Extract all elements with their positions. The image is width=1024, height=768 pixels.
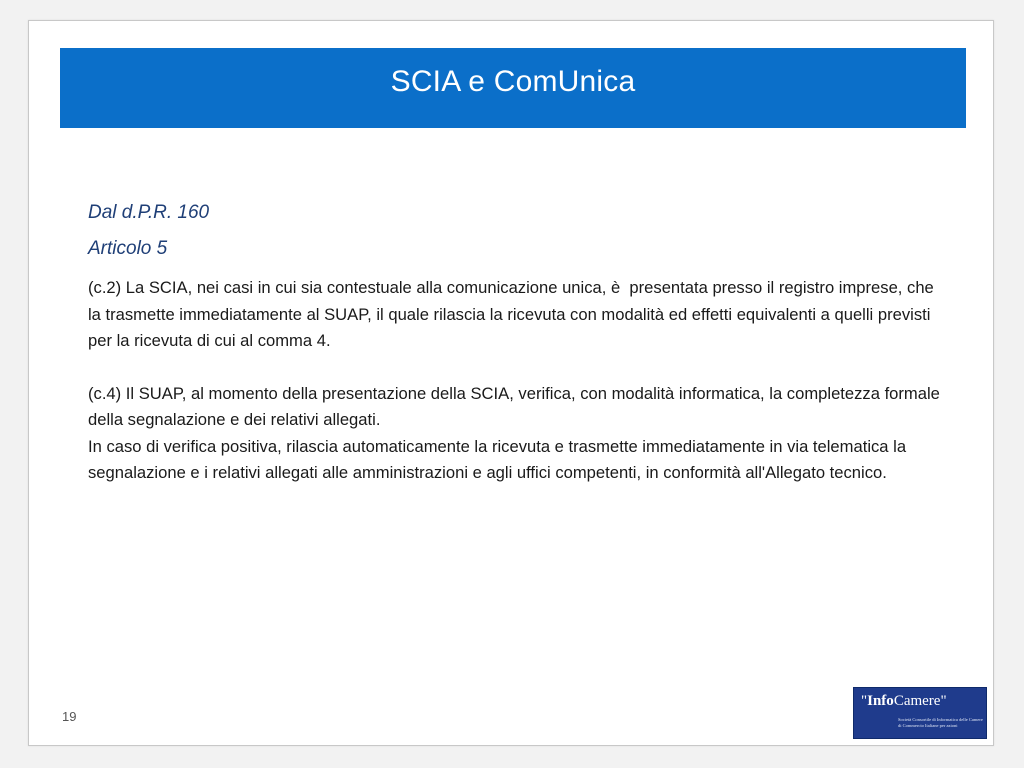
slide: [28, 20, 994, 746]
reference-article: Articolo 5: [88, 238, 168, 259]
logo-brand-bold: Info: [867, 693, 894, 709]
logo-wordmark: "InfoCamere": [861, 693, 947, 709]
paragraph-c4-continued: In caso di verifica positiva, rilascia automaticamente la ricevuta e trasmette immediatamente in via telematica la segnalazione e i relativi allegati alle amministrazioni e agli uffici competenti, in conformità all'Allegato tecnico.: [88, 436, 911, 482]
logo-tagline: Società Consortile di Informatica delle Camere di Commercio Italiane per azioni: [898, 717, 983, 728]
infocamere-logo: [853, 687, 987, 739]
slide-title: SCIA e ComUnica: [390, 65, 636, 98]
paragraph-c2: (c.2) La SCIA, nei casi in cui sia contestuale alla comunicazione unica, è presentata presso il registro imprese, che la trasmette immediatamente al SUAP, il quale rilascia la ricevuta con modalità ed effetti equivalenti a quelli previsti per la ricevuta di cui al comma 4.: [88, 278, 939, 350]
reference-decree: Dal d.P.R. 160: [88, 202, 210, 223]
title-bar: [60, 48, 966, 128]
paragraph-c4: (c.4) Il SUAP, al momento della presentazione della SCIA, verifica, con modalità informatica, la completezza formale della segnalazione e dei relativi allegati.: [88, 383, 945, 429]
page-number: 19: [62, 709, 77, 724]
slide-content: [88, 195, 948, 487]
logo-brand-regular: Camere: [893, 693, 941, 709]
